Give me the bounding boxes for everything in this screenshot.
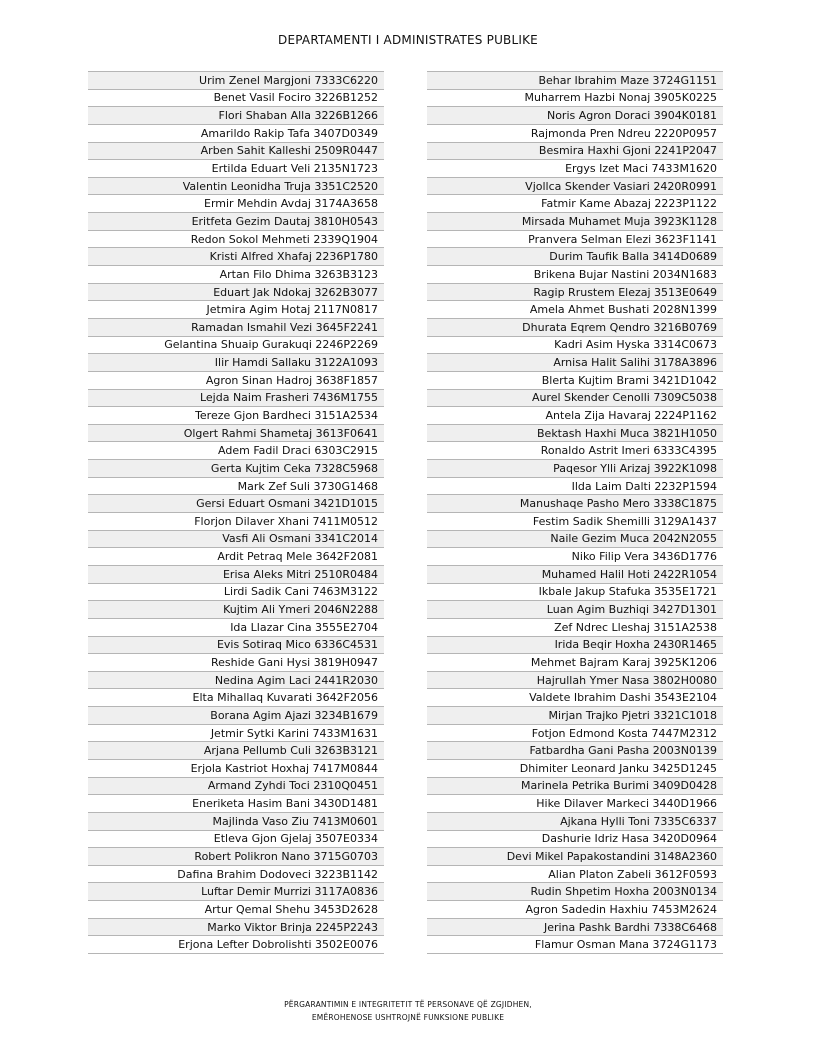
list-item: Jerina Pashk Bardhi 7338C6468 [427, 919, 723, 937]
list-item: Erjona Lefter Dobrolishti 3502E0076 [88, 936, 384, 954]
list-item: Eritfeta Gezim Dautaj 3810H0543 [88, 213, 384, 231]
list-item: Aurel Skender Cenolli 7309C5038 [427, 390, 723, 408]
list-item: Mirjan Trajko Pjetri 3321C1018 [427, 707, 723, 725]
list-item: Luan Agim Buzhiqi 3427D1301 [427, 601, 723, 619]
list-item: Urim Zenel Margjoni 7333C6220 [88, 72, 384, 90]
list-item: Fatbardha Gani Pasha 2003N0139 [427, 742, 723, 760]
list-item: Borana Agim Ajazi 3234B1679 [88, 707, 384, 725]
list-item: Agron Sadedin Haxhiu 7453M2624 [427, 901, 723, 919]
list-item: Eduart Jak Ndokaj 3262B3077 [88, 284, 384, 302]
list-item: Reshide Gani Hysi 3819H0947 [88, 654, 384, 672]
list-item: Artan Filo Dhima 3263B3123 [88, 266, 384, 284]
list-item: Manushaqe Pasho Mero 3338C1875 [427, 495, 723, 513]
list-item: Ragip Rrustem Elezaj 3513E0649 [427, 284, 723, 302]
list-item: Ida Llazar Cina 3555E2704 [88, 619, 384, 637]
right-name-list [427, 71, 723, 954]
list-item: Ramadan Ismahil Vezi 3645F2241 [88, 319, 384, 337]
list-item: Fatmir Kame Abazaj 2223P1122 [427, 195, 723, 213]
list-item: Dafina Brahim Dodoveci 3223B1142 [88, 866, 384, 884]
list-item: Amela Ahmet Bushati 2028N1399 [427, 301, 723, 319]
list-item: Benet Vasil Fociro 3226B1252 [88, 90, 384, 108]
list-item: Arben Sahit Kalleshi 2509R0447 [88, 143, 384, 161]
list-item: Redon Sokol Mehmeti 2339Q1904 [88, 231, 384, 249]
footer [0, 998, 816, 1024]
list-item: Bektash Haxhi Muca 3821H1050 [427, 425, 723, 443]
list-item: Brikena Bujar Nastini 2034N1683 [427, 266, 723, 284]
list-item: Naile Gezim Muca 2042N2055 [427, 531, 723, 549]
list-item: Irida Beqir Hoxha 2430R1465 [427, 637, 723, 655]
list-item: Agron Sinan Hadroj 3638F1857 [88, 372, 384, 390]
list-item: Florjon Dilaver Xhani 7411M0512 [88, 513, 384, 531]
list-item: Armand Zyhdi Toci 2310Q0451 [88, 778, 384, 796]
list-item: Elta Mihallaq Kuvarati 3642F2056 [88, 689, 384, 707]
list-item: Ilir Hamdi Sallaku 3122A1093 [88, 354, 384, 372]
list-item: Luftar Demir Murrizi 3117A0836 [88, 883, 384, 901]
list-item: Marinela Petrika Burimi 3409D0428 [427, 778, 723, 796]
list-item: Valdete Ibrahim Dashi 3543E2104 [427, 689, 723, 707]
list-item: Muharrem Hazbi Nonaj 3905K0225 [427, 90, 723, 108]
list-item: Zef Ndrec Lleshaj 3151A2538 [427, 619, 723, 637]
list-item: Ikbale Jakup Stafuka 3535E1721 [427, 584, 723, 602]
list-item: Arjana Pellumb Culi 3263B3121 [88, 742, 384, 760]
list-item: Ronaldo Astrit Imeri 6333C4395 [427, 442, 723, 460]
list-item: Kristi Alfred Xhafaj 2236P1780 [88, 248, 384, 266]
list-item: Kujtim Ali Ymeri 2046N2288 [88, 601, 384, 619]
list-item: Jetmira Agim Hotaj 2117N0817 [88, 301, 384, 319]
list-item: Majlinda Vaso Ziu 7413M0601 [88, 813, 384, 831]
left-name-list [88, 71, 384, 954]
list-item: Besmira Haxhi Gjoni 2241P2047 [427, 143, 723, 161]
list-item: Behar Ibrahim Maze 3724G1151 [427, 72, 723, 90]
list-item: Robert Polikron Nano 3715G0703 [88, 848, 384, 866]
list-item: Paqesor Ylli Arizaj 3922K1098 [427, 460, 723, 478]
list-item: Niko Filip Vera 3436D1776 [427, 548, 723, 566]
list-item: Rajmonda Pren Ndreu 2220P0957 [427, 125, 723, 143]
list-item: Fotjon Edmond Kosta 7447M2312 [427, 725, 723, 743]
list-item: Ilda Laim Dalti 2232P1594 [427, 478, 723, 496]
list-item: Jetmir Sytki Karini 7433M1631 [88, 725, 384, 743]
list-item: Gelantina Shuaip Gurakuqi 2246P2269 [88, 337, 384, 355]
list-item: Evis Sotiraq Mico 6336C4531 [88, 637, 384, 655]
list-item: Durim Taufik Balla 3414D0689 [427, 248, 723, 266]
list-item: Noris Agron Doraci 3904K0181 [427, 107, 723, 125]
list-item: Ergys Izet Maci 7433M1620 [427, 160, 723, 178]
list-item: Mehmet Bajram Karaj 3925K1206 [427, 654, 723, 672]
page-title: DEPARTAMENTI I ADMINISTRATES PUBLIKE [278, 33, 538, 47]
list-item: Kadri Asim Hyska 3314C0673 [427, 337, 723, 355]
list-item: Hajrullah Ymer Nasa 3802H0080 [427, 672, 723, 690]
list-item: Lirdi Sadik Cani 7463M3122 [88, 584, 384, 602]
list-item: Nedina Agim Laci 2441R2030 [88, 672, 384, 690]
list-item: Mark Zef Suli 3730G1468 [88, 478, 384, 496]
list-item: Dashurie Idriz Hasa 3420D0964 [427, 831, 723, 849]
list-item: Tereze Gjon Bardheci 3151A2534 [88, 407, 384, 425]
list-item: Erisa Aleks Mitri 2510R0484 [88, 566, 384, 584]
list-item: Eneriketa Hasim Bani 3430D1481 [88, 795, 384, 813]
list-item: Vasfi Ali Osmani 3341C2014 [88, 531, 384, 549]
list-item: Flamur Osman Mana 3724G1173 [427, 936, 723, 954]
list-item: Festim Sadik Shemilli 3129A1437 [427, 513, 723, 531]
list-item: Mirsada Muhamet Muja 3923K1128 [427, 213, 723, 231]
list-item: Amarildo Rakip Tafa 3407D0349 [88, 125, 384, 143]
list-item: Olgert Rahmi Shametaj 3613F0641 [88, 425, 384, 443]
list-item: Devi Mikel Papakostandini 3148A2360 [427, 848, 723, 866]
list-item: Antela Zija Havaraj 2224P1162 [427, 407, 723, 425]
footer-line-2: EMËROHENOSE USHTROJNË FUNKSIONE PUBLIKE [311, 1013, 505, 1022]
list-item: Flori Shaban Alla 3226B1266 [88, 107, 384, 125]
list-item: Ertilda Eduart Veli 2135N1723 [88, 160, 384, 178]
list-item: Gersi Eduart Osmani 3421D1015 [88, 495, 384, 513]
list-item: Hike Dilaver Markeci 3440D1966 [427, 795, 723, 813]
footer-line-1: PËRGARANTIMIN E INTEGRITETIT TË PERSONAVE QË ZGJIDHEN, [284, 1000, 532, 1009]
list-item: Ajkana Hylli Toni 7335C6337 [427, 813, 723, 831]
list-item: Vjollca Skender Vasiari 2420R0991 [427, 178, 723, 196]
list-item: Erjola Kastriot Hoxhaj 7417M0844 [88, 760, 384, 778]
list-item: Ardit Petraq Mele 3642F2081 [88, 548, 384, 566]
list-item: Rudin Shpetim Hoxha 2003N0134 [427, 883, 723, 901]
list-item: Arnisa Halit Salihi 3178A3896 [427, 354, 723, 372]
list-item: Marko Viktor Brinja 2245P2243 [88, 919, 384, 937]
list-item: Dhimiter Leonard Janku 3425D1245 [427, 760, 723, 778]
list-item: Valentin Leonidha Truja 3351C2520 [88, 178, 384, 196]
list-item: Muhamed Halil Hoti 2422R1054 [427, 566, 723, 584]
list-item: Gerta Kujtim Ceka 7328C5968 [88, 460, 384, 478]
list-item: Adem Fadil Draci 6303C2915 [88, 442, 384, 460]
list-item: Ermir Mehdin Avdaj 3174A3658 [88, 195, 384, 213]
list-item: Dhurata Eqrem Qendro 3216B0769 [427, 319, 723, 337]
list-item: Blerta Kujtim Brami 3421D1042 [427, 372, 723, 390]
list-item: Etleva Gjon Gjelaj 3507E0334 [88, 831, 384, 849]
list-item: Pranvera Selman Elezi 3623F1141 [427, 231, 723, 249]
list-item: Lejda Naim Frasheri 7436M1755 [88, 390, 384, 408]
list-item: Alian Platon Zabeli 3612F0593 [427, 866, 723, 884]
list-item: Artur Qemal Shehu 3453D2628 [88, 901, 384, 919]
